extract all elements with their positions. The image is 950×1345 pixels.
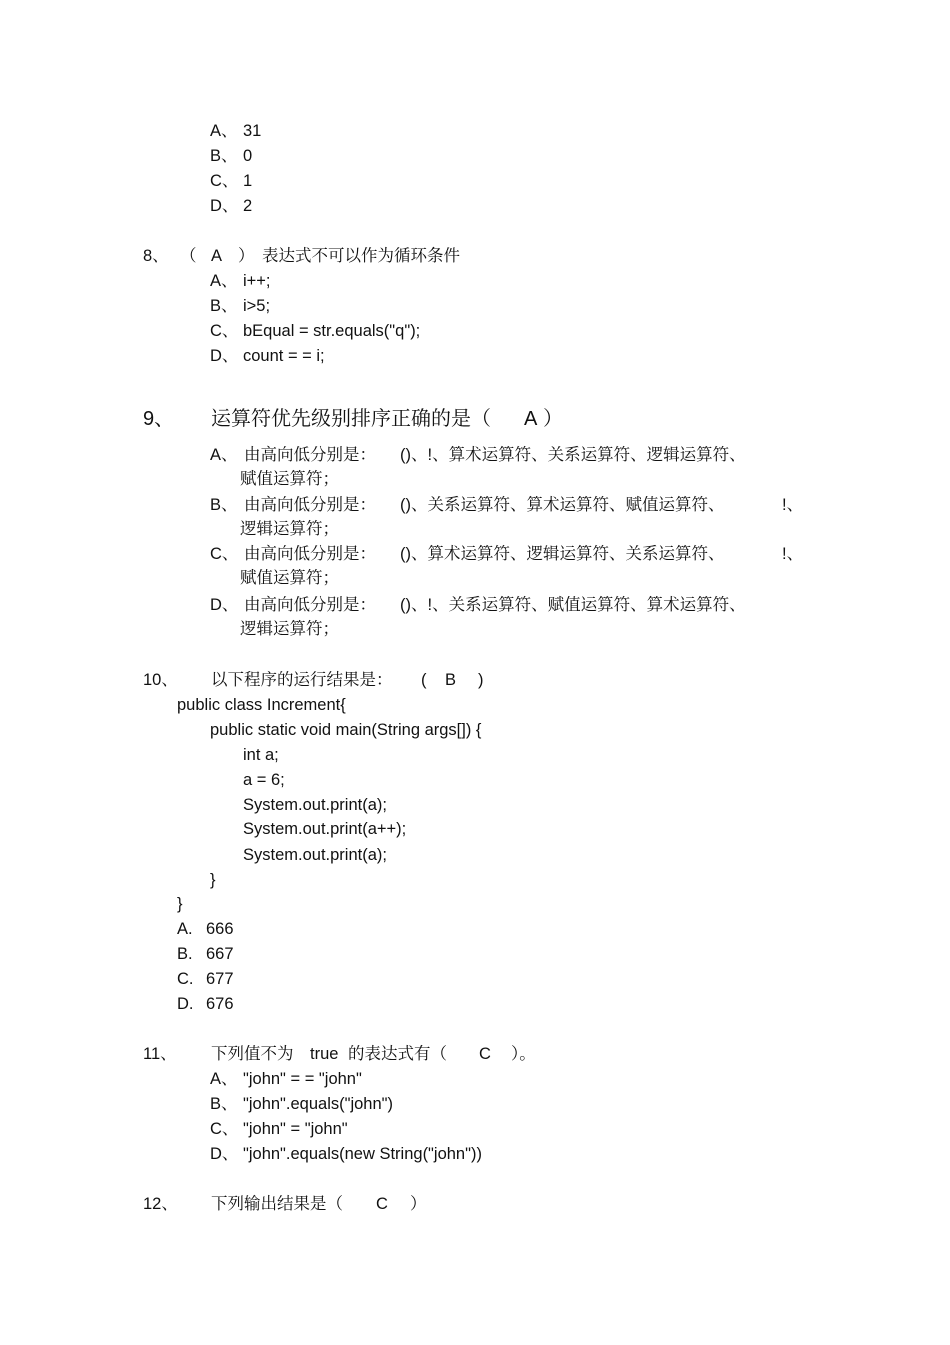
q12-answer: C xyxy=(376,1195,388,1213)
q9-option-a-prefix: 由高向低分别是： xyxy=(244,446,376,464)
q11-option-a-text: "john" = = "john" xyxy=(243,1070,362,1088)
code-line: int a; xyxy=(243,746,279,764)
q8-answer: A xyxy=(211,247,223,265)
q9-option-b-tail: !、 xyxy=(782,496,804,514)
q9-paren-close: ） xyxy=(543,408,563,430)
q10-option-a-text: 666 xyxy=(206,920,234,938)
q7-option-b-letter: B、 xyxy=(210,147,238,165)
code-line: System.out.print(a); xyxy=(243,796,387,814)
q9-option-a-line1: ()、!、算术运算符、关系运算符、逻辑运算符、 xyxy=(400,446,746,464)
q7-option-a-text: 31 xyxy=(243,122,262,140)
q11-option-b-text: "john".equals("john") xyxy=(243,1095,394,1113)
code-line: a = 6; xyxy=(243,771,285,789)
q11-option-b-letter: B、 xyxy=(210,1095,238,1113)
q9-option-a-letter: A、 xyxy=(210,446,238,464)
q8-paren-open: （ xyxy=(180,247,197,265)
q11-option-c-text: "john" = "john" xyxy=(243,1120,348,1138)
q8-option-d-letter: D、 xyxy=(210,347,239,365)
q10-option-c-text: 677 xyxy=(206,970,234,988)
q10-option-b-text: 667 xyxy=(206,945,234,963)
q11-answer: C xyxy=(479,1045,491,1063)
q7-option-c-text: 1 xyxy=(243,172,253,190)
q8-option-a-text: i++; xyxy=(243,272,271,290)
code-line: } xyxy=(177,895,183,913)
q9-answer: A xyxy=(524,408,538,430)
q8-option-d-text: count = = i; xyxy=(243,347,325,365)
q10-option-c-letter: C. xyxy=(177,970,194,988)
q9-option-b-letter: B、 xyxy=(210,496,238,514)
q8-option-a-letter: A、 xyxy=(210,272,238,290)
q9-option-c-line1: ()、算术运算符、逻辑运算符、关系运算符、 xyxy=(400,545,725,563)
q9-option-b-prefix: 由高向低分别是： xyxy=(244,496,376,514)
q10-option-d-text: 676 xyxy=(206,995,234,1013)
q7-option-a-letter: A、 xyxy=(210,122,238,140)
q7-option-d-letter: D、 xyxy=(210,197,239,215)
q9-option-a-line2: 赋值运算符； xyxy=(240,470,339,488)
q12-paren-close: ） xyxy=(410,1195,427,1213)
q12-number: 12、 xyxy=(143,1195,178,1213)
q11-text-post: 的表达式有（ xyxy=(348,1045,447,1063)
q9-option-d-letter: D、 xyxy=(210,596,239,614)
code-line: System.out.print(a); xyxy=(243,846,387,864)
q7-option-d-text: 2 xyxy=(243,197,253,215)
q8-option-c-text: bEqual = str.equals("q"); xyxy=(243,322,421,340)
q8-option-b-text: i>5; xyxy=(243,297,271,315)
q12-text: 下列输出结果是（ xyxy=(211,1195,343,1213)
q9-text: 运算符优先级别排序正确的是（ xyxy=(211,408,491,430)
q8-text: 表达式不可以作为循环条件 xyxy=(262,247,460,265)
code-line: public static void main(String args[]) { xyxy=(210,721,482,739)
q11-option-d-text: "john".equals(new String("john")) xyxy=(243,1145,482,1163)
q10-option-a-letter: A. xyxy=(177,920,193,938)
code-line: System.out.print(a++); xyxy=(243,820,407,838)
code-line: } xyxy=(210,871,216,889)
q9-option-c-prefix: 由高向低分别是： xyxy=(244,545,376,563)
q11-paren-close: ）。 xyxy=(511,1045,536,1063)
q11-keyword: true xyxy=(310,1045,339,1063)
q10-answer: B xyxy=(445,671,457,689)
q10-text: 以下程序的运行结果是： xyxy=(211,671,393,689)
code-line: public class Increment{ xyxy=(177,696,346,714)
q9-option-d-line2: 逻辑运算符； xyxy=(240,620,339,638)
q8-paren-close: ） xyxy=(238,247,255,265)
q7-option-b-text: 0 xyxy=(243,147,253,165)
q9-option-b-line2: 逻辑运算符； xyxy=(240,520,339,538)
q10-paren-open: ( xyxy=(421,671,427,689)
q11-option-a-letter: A、 xyxy=(210,1070,238,1088)
q9-option-d-line1: ()、!、关系运算符、赋值运算符、算术运算符、 xyxy=(400,596,746,614)
q7-option-c-letter: C、 xyxy=(210,172,239,190)
q11-text-pre: 下列值不为 xyxy=(211,1045,294,1063)
q10-option-d-letter: D. xyxy=(177,995,194,1013)
q10-option-b-letter: B. xyxy=(177,945,193,963)
q9-option-c-letter: C、 xyxy=(210,545,239,563)
q10-paren-close: ) xyxy=(478,671,484,689)
q8-option-b-letter: B、 xyxy=(210,297,238,315)
q8-option-c-letter: C、 xyxy=(210,322,239,340)
q9-number: 9、 xyxy=(143,408,175,430)
q9-option-c-line2: 赋值运算符； xyxy=(240,569,339,587)
q10-number: 10、 xyxy=(143,671,178,689)
q11-option-d-letter: D、 xyxy=(210,1145,239,1163)
q9-option-d-prefix: 由高向低分别是： xyxy=(244,596,376,614)
q9-option-b-line1: ()、关系运算符、算术运算符、赋值运算符、 xyxy=(400,496,725,514)
q11-option-c-letter: C、 xyxy=(210,1120,239,1138)
q9-option-c-tail: !、 xyxy=(782,545,804,563)
q11-number: 11、 xyxy=(143,1045,177,1063)
q8-number: 8、 xyxy=(143,247,169,265)
